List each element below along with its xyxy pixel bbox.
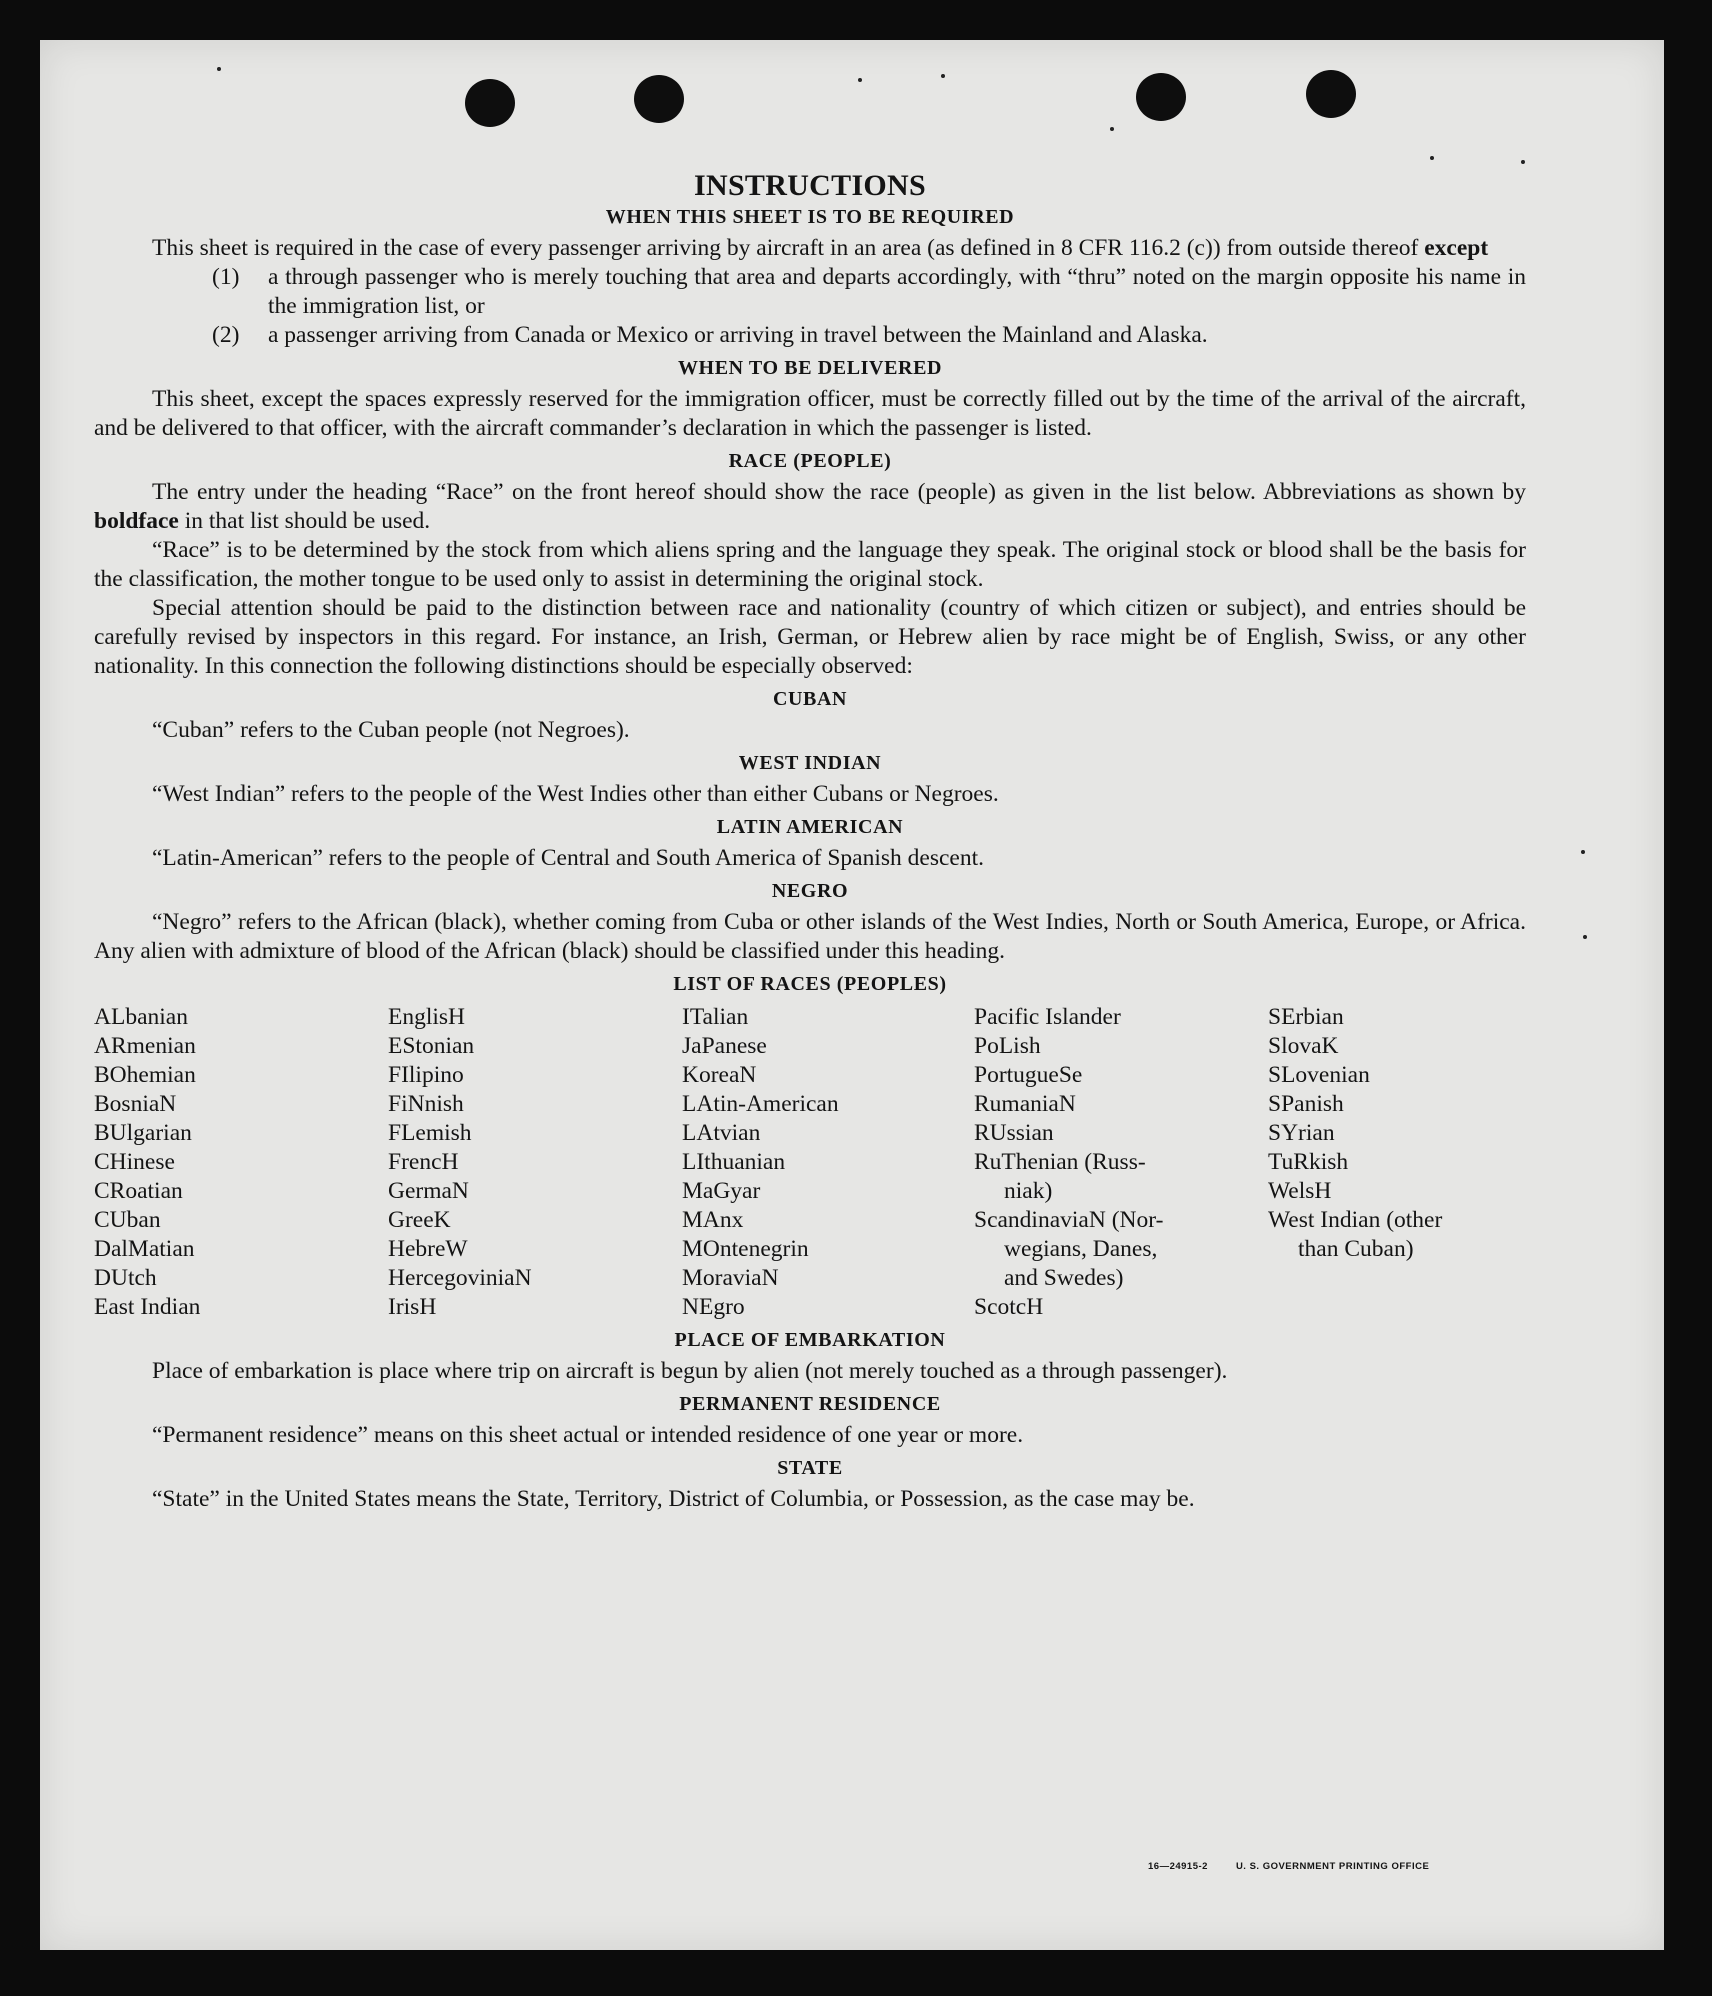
race-entry: FiNnish: [388, 1091, 464, 1117]
race-entry: RumaniaN: [974, 1091, 1076, 1117]
paragraph-when-delivered: This sheet, except the spaces expressly reserved for the immigration officer, must be correctly filled out by the time of the arrival of the aircraft, and be delivered to that officer, with the aircraft commander’s declaration in which the passenger is listed.: [94, 386, 1526, 441]
heading-west-indian: WEST INDIAN: [738, 752, 882, 774]
printer-imprint: U. S. GOVERNMENT PRINTING OFFICE: [1235, 1861, 1430, 1872]
race-entry: FLemish: [388, 1120, 472, 1146]
heading-list-of-races: LIST OF RACES (PEOPLES): [673, 973, 947, 995]
race-entry: KoreaN: [682, 1062, 757, 1088]
race-entry: LAtin-American: [682, 1091, 839, 1117]
race-entry: CHinese: [94, 1149, 175, 1175]
race-entry: SPanish: [1268, 1091, 1344, 1117]
paragraph-west-indian: “West Indian” refers to the people of the West Indies other than either Cubans or Negroes.: [152, 781, 999, 807]
race-column: [682, 1003, 974, 1322]
race-entry: ScandinaviaN (Nor-: [974, 1207, 1164, 1233]
punch-hole: [1136, 73, 1186, 121]
heading-residence: PERMANENT RESIDENCE: [679, 1393, 941, 1415]
punch-hole: [1306, 70, 1356, 118]
heading-latin-american: LATIN AMERICAN: [716, 816, 904, 838]
speck: [941, 74, 945, 78]
footer-imprint: [1148, 1861, 1429, 1872]
race-entry: HebreW: [388, 1236, 468, 1262]
heading-when-required: WHEN THIS SHEET IS TO BE REQUIRED: [605, 206, 1015, 228]
race-entry: LAtvian: [682, 1120, 761, 1146]
race-entry: LIthuanian: [682, 1149, 786, 1175]
race-entry: East Indian: [94, 1294, 201, 1320]
race-entry: BosniaN: [94, 1091, 177, 1117]
races-list: [94, 1003, 1526, 1322]
race-entry: MAnx: [682, 1207, 744, 1233]
speck: [1521, 160, 1525, 164]
paragraph-race-1: The entry under the heading “Race” on the front hereof should show the race (people) as given in the list below. Abbreviations as shown by boldface in that list should be used.: [94, 479, 1526, 534]
list-item: [94, 263, 1526, 321]
race-entry: SErbian: [1268, 1004, 1344, 1030]
item-number: (1): [212, 264, 240, 290]
heading-when-delivered: WHEN TO BE DELIVERED: [677, 357, 943, 379]
heading-cuban: CUBAN: [772, 688, 848, 710]
race-entry-continuation: and Swedes): [1004, 1265, 1124, 1291]
race-column: [94, 1003, 388, 1322]
race-entry: EnglisH: [388, 1004, 466, 1030]
race-entry-continuation: than Cuban): [1298, 1236, 1414, 1262]
speck: [217, 67, 221, 71]
heading-embarkation: PLACE OF EMBARKATION: [674, 1329, 946, 1351]
paragraph-latin-american: “Latin-American” refers to the people of Central and South America of Spanish descent.: [152, 845, 985, 871]
race-entry-continuation: niak): [1004, 1178, 1053, 1204]
race-entry: GermaN: [388, 1178, 469, 1204]
item-number: (2): [212, 322, 240, 348]
paragraph-when-required: This sheet is required in the case of every passenger arriving by aircraft in an area (as defined in 8 CFR 116.2 (c)) from outside thereof except: [152, 235, 1489, 261]
race-entry: MOntenegrin: [682, 1236, 809, 1262]
race-entry: CUban: [94, 1207, 161, 1233]
race-entry: Pacific Islander: [974, 1004, 1121, 1030]
race-entry: DUtch: [94, 1265, 157, 1291]
paragraph-negro: “Negro” refers to the African (black), whether coming from Cuba or other islands of the West Indies, North or South America, Europe, or Africa. Any alien with admixture of blood of the African (black) should be classified under this heading.: [94, 909, 1526, 964]
instructions-content: [94, 168, 1526, 1514]
race-entry: ARmenian: [94, 1033, 196, 1059]
race-column: [974, 1003, 1268, 1322]
race-entry: MoraviaN: [682, 1265, 779, 1291]
speck: [1581, 850, 1585, 854]
heading-state: STATE: [777, 1457, 843, 1479]
race-entry: EStonian: [388, 1033, 475, 1059]
race-entry: TuRkish: [1268, 1149, 1349, 1175]
race-entry: JaPanese: [682, 1033, 767, 1059]
race-entry: ITalian: [682, 1004, 749, 1030]
paragraph-race-2: “Race” is to be determined by the stock from which aliens spring and the language they speak. The original stock or blood shall be the basis for the classification, the mother tongue to be used only to assist in determining the original stock.: [94, 537, 1526, 592]
speck: [1430, 156, 1434, 160]
race-entry: DalMatian: [94, 1236, 195, 1262]
race-entry: FrencH: [388, 1149, 459, 1175]
race-entry: FIlipino: [388, 1062, 464, 1088]
race-entry: SlovaK: [1268, 1033, 1339, 1059]
race-entry: NEgro: [682, 1294, 745, 1320]
item-text: a passenger arriving from Canada or Mexico or arriving in travel between the Mainland and Alaska.: [268, 322, 1208, 348]
race-entry-continuation: wegians, Danes,: [1004, 1236, 1158, 1262]
race-entry: GreeK: [388, 1207, 451, 1233]
race-entry: MaGyar: [682, 1178, 761, 1204]
item-text: a through passenger who is merely touching that area and departs accordingly, with “thru” noted on the margin opposite his name in the immigration list, or: [268, 264, 1526, 319]
list-item: [94, 321, 1526, 350]
speck: [858, 78, 862, 82]
race-entry: SLovenian: [1268, 1062, 1370, 1088]
race-entry: IrisH: [388, 1294, 437, 1320]
speck: [1583, 935, 1587, 939]
race-entry: CRoatian: [94, 1178, 183, 1204]
paragraph-cuban: “Cuban” refers to the Cuban people (not Negroes).: [152, 717, 630, 743]
heading-negro: NEGRO: [771, 880, 849, 902]
paragraph-state: “State” in the United States means the State, Territory, District of Columbia, or Possession, as the case may be.: [152, 1486, 1195, 1512]
race-entry: ScotcH: [974, 1294, 1044, 1320]
punch-hole: [634, 75, 684, 123]
race-entry: West Indian (other: [1268, 1207, 1443, 1233]
race-entry: PortugueSe: [974, 1062, 1083, 1088]
race-entry: SYrian: [1268, 1120, 1335, 1146]
race-column: [1268, 1003, 1526, 1322]
race-entry: WelsH: [1268, 1178, 1332, 1204]
race-entry: RuThenian (Russ-: [974, 1149, 1146, 1175]
form-number: 16—24915-2: [1148, 1861, 1208, 1872]
race-entry: BUlgarian: [94, 1120, 192, 1146]
race-entry: RUssian: [974, 1120, 1054, 1146]
race-entry: BOhemian: [94, 1062, 196, 1088]
punch-hole: [465, 79, 515, 127]
race-column: [388, 1003, 682, 1322]
paragraph-embarkation: Place of embarkation is place where trip on aircraft is begun by alien (not merely touched as a through passenger).: [152, 1358, 1228, 1384]
paragraph-race-3: Special attention should be paid to the distinction between race and nationality (country of which citizen or subject), and entries should be carefully revised by inspectors in this regard. For instance, an Irish, German, or Hebrew alien by race might be of English, Swiss, or any other nationality. In this connection the following distinctions should be especially observed:: [94, 595, 1526, 679]
race-entry: HercegoviniaN: [388, 1265, 532, 1291]
paragraph-residence: “Permanent residence” means on this sheet actual or intended residence of one year or more.: [152, 1422, 1024, 1448]
speck: [1110, 127, 1114, 131]
race-entry: PoLish: [974, 1033, 1041, 1059]
heading-race: RACE (PEOPLE): [728, 450, 892, 472]
race-entry: ALbanian: [94, 1004, 188, 1030]
page-title: INSTRUCTIONS: [694, 169, 926, 202]
